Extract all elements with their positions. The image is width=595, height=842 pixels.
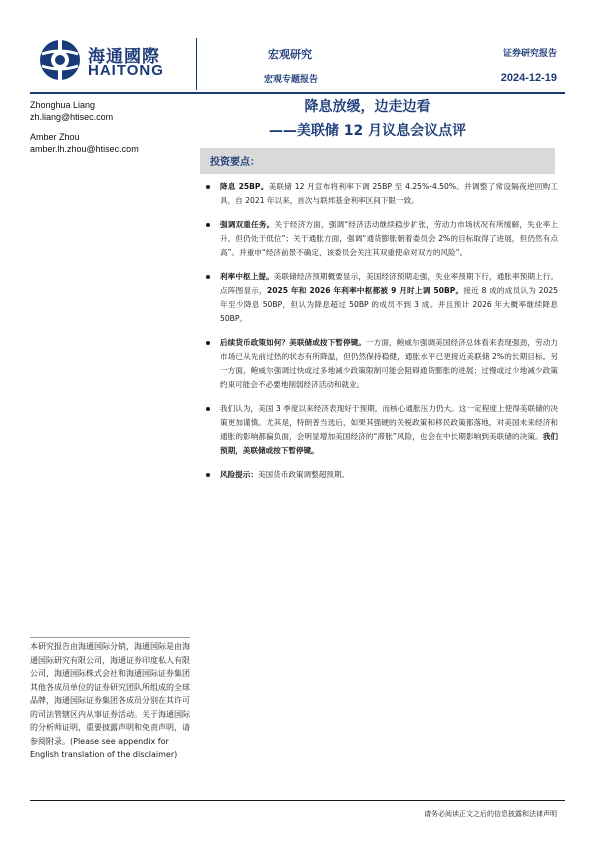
bullet-icon <box>206 341 210 345</box>
highlight-emphasis: 2025 年和 2026 年利率中枢都被 9 月时上调 50BP。 <box>266 286 464 295</box>
report-type: 证券研究报告 <box>502 49 557 59</box>
highlight-lead: 降息 25BP。 <box>220 182 269 191</box>
highlight-tail: 接近 8 成的成员认为 2025 年至少降息 50BP，但认为降息超过 50BP 的成员不到 3 成。并且预计 2026 年大概率继续降息 50BP。 <box>220 286 559 323</box>
bullet-icon <box>206 223 210 227</box>
highlight-item <box>200 336 558 392</box>
haitong-logo <box>38 38 178 86</box>
logo-cn-text: 海通國際 <box>88 47 160 67</box>
highlight-lead: 利率中枢上提。 <box>220 272 274 281</box>
distribution-disclaimer: 本研究报告由海通国际分销，海通国际是由海通国际研究有限公司，海通证券印度私人有限公司，海通国际株式会社和海通国际证券集团其他各成员单位的证券研究团队所组成的全球品牌，海通国际证券集团各成员分别在其许可的司法管辖区内从事证券活动。关于海通国际的分析师证明，重要披露声明和免责声明，请参阅附录。(Please see appendix for English translation of the disclaimer) <box>30 637 190 762</box>
highlight-lead: 后续货币政策如何？美联储或按下暂停键。 <box>220 338 366 347</box>
bullet-icon <box>206 407 210 411</box>
highlight-body: 美联储经济预期概要显示，美国经济预期走强，失业率预期下行，通胀率预期上行。点阵图显示， <box>220 272 559 295</box>
footer-rule <box>30 800 565 801</box>
report-title: 降息放缓，边走边看 <box>304 99 431 115</box>
header-divider <box>196 38 197 90</box>
bullet-icon <box>206 185 210 189</box>
section-label: 宏观研究 <box>268 48 312 61</box>
report-subtitle: ——美联储 12 月议息会议点评 <box>268 123 467 139</box>
author-name: Zhonghua Liang <box>30 100 96 110</box>
highlight-item <box>200 270 558 326</box>
bullet-icon <box>206 473 210 477</box>
haitong-logo-icon <box>38 38 82 82</box>
logo-en-text: HAITONG <box>88 62 164 79</box>
highlight-item <box>200 218 558 260</box>
highlight-body: 美联储 12 月宣布将利率下调 25BP 至 4.25%-4.50%。并调整了常设隔夜逆回购工具，自 2021 年以来，首次与联邦基金利率区间下限一致。 <box>220 182 558 205</box>
highlight-item <box>200 468 558 482</box>
author-email[interactable]: zh.liang@htisec.com <box>30 112 114 122</box>
highlight-lead: 强调双重任务。 <box>220 220 275 229</box>
highlight-body: 我们认为，美国 3 季度以来经济表现好于预期，而核心通胀压力仍大。这一定程度上使得美联储的决策更加谨慎。尤其是，特朗普当选后，如果其强硬的关税政策和移民政策都落地，对美国未来经济和通胀的影响都偏负面，会明显增加美国经济的“滞胀”风险，也会在中长期影响到美联储的决策。 <box>220 404 558 441</box>
highlight-body: 美国货币政策调整超预期。 <box>257 470 350 479</box>
highlight-emphasis: 我们预期，美联储或按下暂停键。 <box>220 432 558 455</box>
bullet-icon <box>206 275 210 279</box>
highlight-lead: 风险提示： <box>220 470 258 479</box>
footer-note: 请务必阅读正文之后的信息披露和法律声明 <box>424 810 557 818</box>
subsection-label: 宏观专题报告 <box>264 75 319 85</box>
author-email[interactable]: amber.lh.zhou@htisec.com <box>30 144 139 154</box>
author-name: Amber Zhou <box>30 132 80 142</box>
report-date: 2024-12-19 <box>500 72 557 84</box>
header-rule <box>30 92 565 94</box>
highlight-body: 关于经济方面，强调“经济活动继续稳步扩张，劳动力市场状况有所缓解，失业率上升，但仍处于低位”；关于通胀方面，强调“通货膨胀朝着委员会 2%的目标取得了进展，但仍然有点高”。并重申“经济前景不确定，该委员会关注其双重使命对双方的风险”。 <box>220 220 559 257</box>
highlights-heading: 投资要点： <box>210 157 260 168</box>
highlights-list <box>200 180 558 492</box>
highlight-item <box>200 180 558 208</box>
highlight-item <box>200 402 558 458</box>
highlight-body: 一方面，鲍威尔强调美国经济总体看来表现强劲，劳动力市场已从先前过热的状态有所降温，但仍然保持稳健，通胀水平已更接近美联储 2%的长期目标。另一方面，鲍威尔强调过快或过多地减少政策限制可能会阻碍通货膨胀的进展；过慢或过少地减少政策约束可能会不必要地削弱经济活动和就业。 <box>220 338 559 389</box>
